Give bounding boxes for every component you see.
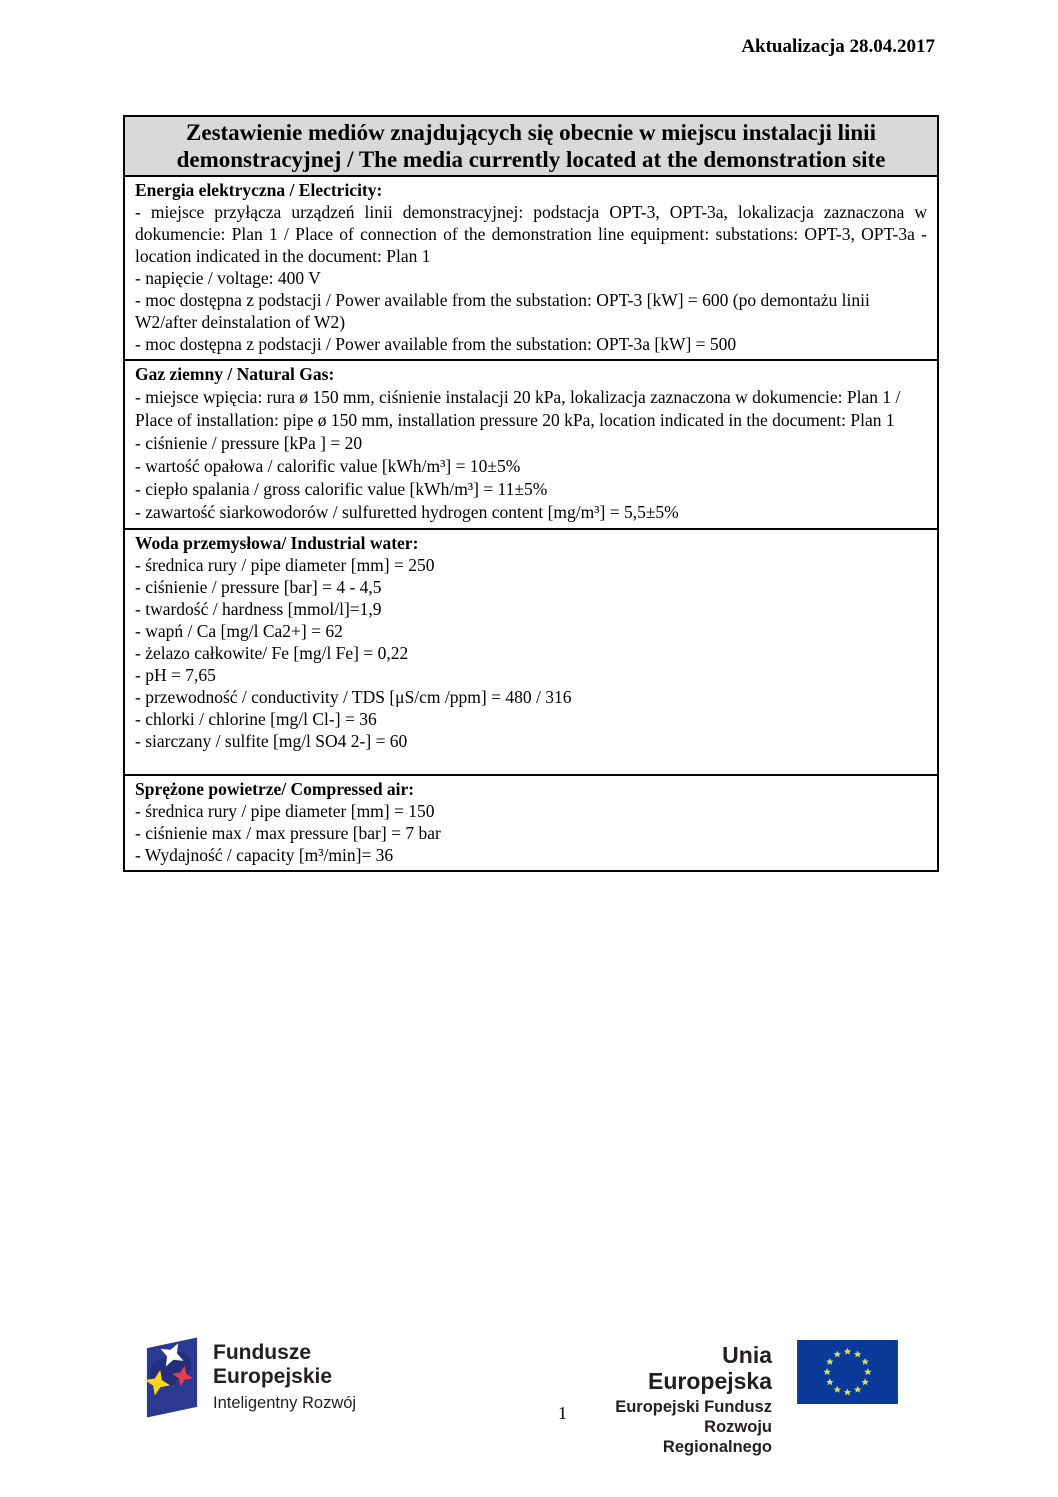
spec-line: - ciśnienie max / max pressure [bar] = 7 bar <box>135 823 441 843</box>
fundusze-flag-icon <box>145 1333 199 1426</box>
fundusze-logo-title-line2: Europejskie <box>213 1365 333 1388</box>
spec-line: - moc dostępna z podstacji / Power available from the substation: OPT-3a [kW] = 500 <box>135 334 737 354</box>
eu-flag-icon <box>791 1340 904 1409</box>
eu-logo <box>600 1338 904 1457</box>
section-heading-compressed-air: Sprężone powietrze/ Compressed air: <box>135 779 415 799</box>
spec-line: - miejsce przyłącza urządzeń linii demonstracyjnej: podstacja OPT-3, OPT-3a, lokalizacja zaznaczona w dokumencie: Plan 1 / Place of connection of the demonstration line equipment: substations: OPT-3, OPT-3a - location indicated in the document: Plan 1 <box>135 202 927 266</box>
spec-line: - zawartość siarkowodorów / sulfuretted hydrogen content [mg/m³] = 5,5±5% <box>135 502 679 522</box>
eu-logo-text <box>600 1342 772 1457</box>
section-heading-industrial-water: Woda przemysłowa/ Industrial water: <box>135 533 419 553</box>
section-electricity <box>125 177 937 359</box>
section-industrial-water <box>125 528 937 774</box>
spec-line: - miejsce wpięcia: rura ø 150 mm, ciśnienie instalacji 20 kPa, lokalizacja zaznaczona w dokumencie: Plan 1 / Place of installation: pipe ø 150 mm, installation pressure 20 kPa, location indicated in the document: Plan 1 <box>135 387 901 430</box>
table-title: Zestawienie mediów znajdujących się obecnie w miejscu instalacji linii demonstracyjnej / The media currently located at the demonstration site <box>125 117 937 177</box>
fundusze-logo-subtitle: Inteligentny Rozwój <box>213 1394 357 1412</box>
section-heading-electricity: Energia elektryczna / Electricity: <box>135 180 383 200</box>
eu-logo-subtitle-line2: Rozwoju Regionalnego <box>662 1418 772 1456</box>
fundusze-logo-text <box>213 1341 356 1413</box>
fundusze-logo-title-line1: Fundusze <box>213 1341 311 1364</box>
section-natural-gas <box>125 359 937 528</box>
fundusze-europejskie-logo <box>145 1333 356 1426</box>
page-number: 1 <box>558 1403 567 1423</box>
eu-logo-subtitle-line1: Europejski Fundusz <box>615 1398 772 1416</box>
update-note: Aktualizacja 28.04.2017 <box>741 36 935 57</box>
spec-line: - średnica rury / pipe diameter [mm] = 150 <box>135 801 435 821</box>
spec-line: - przewodność / conductivity / TDS [μS/cm /ppm] = 480 / 316 <box>135 687 572 707</box>
media-summary-table <box>123 115 939 872</box>
spec-line: - Wydajność / capacity [m³/min]= 36 <box>135 845 394 865</box>
spec-line: - żelazo całkowite/ Fe [mg/l Fe] = 0,22 <box>135 643 409 663</box>
spec-line: - siarczany / sulfite [mg/l SO4 2-] = 60 <box>135 731 408 751</box>
spec-line: - ciśnienie / pressure [kPa ] = 20 <box>135 433 363 453</box>
spec-line: - ciśnienie / pressure [bar] = 4 - 4,5 <box>135 577 382 597</box>
spec-line: - wartość opałowa / calorific value [kWh/m³] = 10±5% <box>135 456 521 476</box>
spec-line: - pH = 7,65 <box>135 665 216 685</box>
spec-line: - napięcie / voltage: 400 V <box>135 268 321 288</box>
section-compressed-air <box>125 774 937 870</box>
eu-logo-title: Unia Europejska <box>648 1342 772 1394</box>
spec-line: - wapń / Ca [mg/l Ca2+] = 62 <box>135 621 343 641</box>
spec-line: - twardość / hardness [mmol/l]=1,9 <box>135 599 382 619</box>
spec-line: - ciepło spalania / gross calorific value [kWh/m³] = 11±5% <box>135 479 548 499</box>
spec-line: - średnica rury / pipe diameter [mm] = 250 <box>135 555 435 575</box>
section-heading-natural-gas: Gaz ziemny / Natural Gas: <box>135 364 335 384</box>
spec-line: - moc dostępna z podstacji / Power available from the substation: OPT-3 [kW] = 600 (po demontażu linii W2/after deinstalation of W2) <box>135 290 870 332</box>
spec-line: - chlorki / chlorine [mg/l Cl-] = 36 <box>135 709 377 729</box>
